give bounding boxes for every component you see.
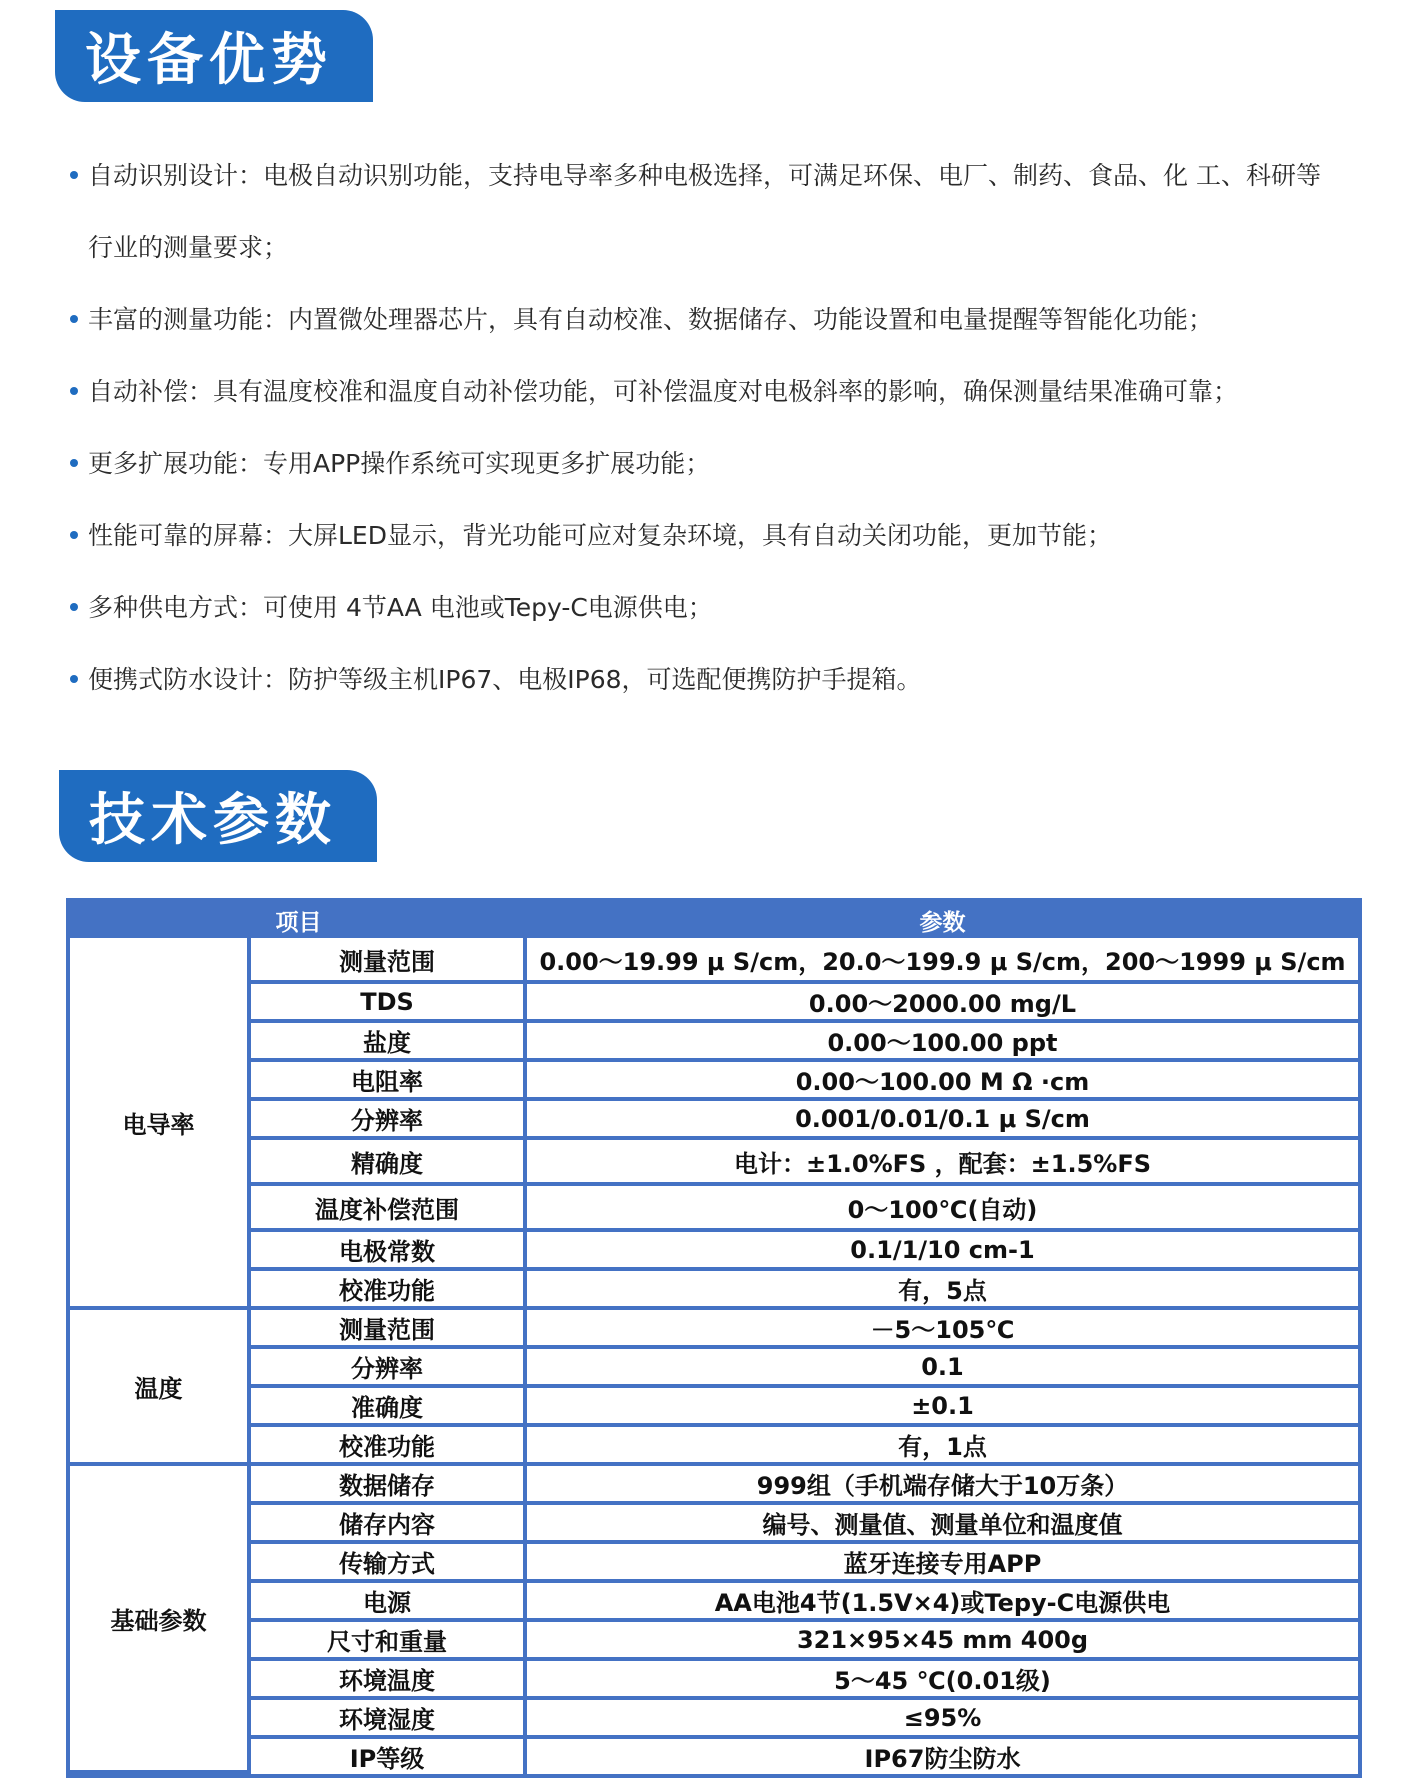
- table-row: [70, 1062, 1358, 1101]
- advantages-list: [70, 140, 1370, 716]
- spec-value: 蓝牙连接专用APP: [527, 1544, 1358, 1583]
- table-row: [70, 1661, 1358, 1700]
- table-row: [70, 1739, 1358, 1774]
- list-item: [70, 572, 1370, 644]
- spec-item: 准确度: [251, 1388, 527, 1427]
- spec-value: 0.00～2000.00 mg/L: [527, 984, 1358, 1023]
- bullet-dot-icon: [70, 171, 78, 179]
- list-item: [70, 140, 1370, 284]
- spec-item: 精确度: [251, 1140, 527, 1186]
- spec-value: 321×95×45 mm 400g: [527, 1622, 1358, 1661]
- table-row: [70, 1271, 1358, 1310]
- table-row: [70, 1310, 1358, 1349]
- list-item: [70, 500, 1370, 572]
- advantage-text: 多种供电方式：可使用 4节AA 电池或Tepy-C电源供电；: [88, 593, 713, 622]
- list-item: [70, 644, 1370, 716]
- header-param: 参数: [919, 909, 966, 936]
- spec-item: 尺寸和重量: [251, 1622, 527, 1661]
- spec-item: 温度补偿范围: [251, 1186, 527, 1232]
- spec-item: 测量范围: [251, 938, 527, 984]
- spec-value: 电计：±1.0%FS ，配套：±1.5%FS: [527, 1140, 1358, 1186]
- bullet-dot-icon: [70, 675, 78, 683]
- spec-item: 测量范围: [251, 1310, 527, 1349]
- advantage-text: 更多扩展功能：专用APP操作系统可实现更多扩展功能；: [88, 449, 711, 478]
- spec-item: 环境湿度: [251, 1700, 527, 1739]
- spec-item: 数据储存: [251, 1466, 527, 1505]
- advantage-text: 丰富的测量功能：内置微处理器芯片，具有自动校准、数据储存、功能设置和电量提醒等智能化功能；: [88, 305, 1214, 334]
- table-row: [70, 984, 1358, 1023]
- advantage-text: 便携式防水设计：防护等级主机IP67、电极IP68，可选配便携防护手提箱。: [88, 665, 922, 694]
- table-row: [70, 1427, 1358, 1466]
- table-row: [70, 1186, 1358, 1232]
- spec-value: －5～105℃: [527, 1310, 1358, 1349]
- table-row: [70, 1140, 1358, 1186]
- spec-item: 电极常数: [251, 1232, 527, 1271]
- spec-item: 盐度: [251, 1023, 527, 1062]
- spec-item: TDS: [251, 984, 527, 1023]
- advantage-text-continued: 行业的测量要求；: [88, 233, 289, 262]
- spec-value: ≤95%: [527, 1700, 1358, 1739]
- spec-value: 5～45 ℃(0.01级): [527, 1661, 1358, 1700]
- bullet-dot-icon: [70, 603, 78, 611]
- table-row: [70, 1505, 1358, 1544]
- table-row: [70, 1349, 1358, 1388]
- list-item: [70, 356, 1370, 428]
- spec-item: 校准功能: [251, 1271, 527, 1310]
- list-item: [70, 284, 1370, 356]
- spec-value: IP67防尘防水: [527, 1739, 1358, 1774]
- bullet-dot-icon: [70, 387, 78, 395]
- specs-title: 技术参数: [59, 770, 377, 862]
- table-row: [70, 1388, 1358, 1427]
- spec-value: ±0.1: [527, 1388, 1358, 1427]
- table-row: [70, 1466, 1358, 1505]
- spec-value: 有，5点: [527, 1271, 1358, 1310]
- table-header-row: [70, 902, 1358, 938]
- table-row: [70, 1544, 1358, 1583]
- spec-value: 0.1/1/10 cm-1: [527, 1232, 1358, 1271]
- group-label: 电导率: [70, 938, 251, 1310]
- spec-item: 分辨率: [251, 1101, 527, 1140]
- bullet-dot-icon: [70, 459, 78, 467]
- table-row: [70, 1023, 1358, 1062]
- advantages-title: 设备优势: [55, 10, 373, 102]
- group-label: 温度: [70, 1310, 251, 1466]
- spec-item: IP等级: [251, 1739, 527, 1774]
- advantage-text: 自动识别设计：电极自动识别功能，支持电导率多种电极选择，可满足环保、电厂、制药、食品、化 工、科研等: [88, 161, 1321, 190]
- spec-value: 0.00～19.99 μ S/cm，20.0～199.9 μ S/cm，200～1999 μ S/cm: [527, 938, 1358, 984]
- spec-item: 电源: [251, 1583, 527, 1622]
- spec-value: 0.001/0.01/0.1 μ S/cm: [527, 1101, 1358, 1140]
- spec-value: 999组（手机端存储大于10万条）: [527, 1466, 1358, 1505]
- spec-table: [66, 898, 1362, 1778]
- spec-value: 有，1点: [527, 1427, 1358, 1466]
- spec-value: 0.00～100.00 M Ω ·cm: [527, 1062, 1358, 1101]
- table-row: [70, 1583, 1358, 1622]
- spec-value: 0.1: [527, 1349, 1358, 1388]
- advantage-text: 性能可靠的屏幕：大屏LED显示，背光功能可应对复杂环境，具有自动关闭功能，更加节能；: [88, 521, 1112, 550]
- bullet-dot-icon: [70, 315, 78, 323]
- spec-item: 储存内容: [251, 1505, 527, 1544]
- group-label: 基础参数: [70, 1466, 251, 1774]
- table-row: [70, 1101, 1358, 1140]
- spec-item: 校准功能: [251, 1427, 527, 1466]
- list-item: [70, 428, 1370, 500]
- spec-item: 环境温度: [251, 1661, 527, 1700]
- advantage-text: 自动补偿：具有温度校准和温度自动补偿功能，可补偿温度对电极斜率的影响，确保测量结果准确可靠；: [88, 377, 1239, 406]
- spec-value: 0.00～100.00 ppt: [527, 1023, 1358, 1062]
- spec-value: 0～100℃(自动): [527, 1186, 1358, 1232]
- header-item: 项目: [275, 909, 322, 936]
- spec-item: 电阻率: [251, 1062, 527, 1101]
- spec-item: 传输方式: [251, 1544, 527, 1583]
- table-row: [70, 1622, 1358, 1661]
- spec-value: AA电池4节(1.5V×4)或Tepy-C电源供电: [527, 1583, 1358, 1622]
- table-row: [70, 938, 1358, 984]
- spec-item: 分辨率: [251, 1349, 527, 1388]
- spec-value: 编号、测量值、测量单位和温度值: [527, 1505, 1358, 1544]
- bullet-dot-icon: [70, 531, 78, 539]
- table-row: [70, 1700, 1358, 1739]
- table-row: [70, 1232, 1358, 1271]
